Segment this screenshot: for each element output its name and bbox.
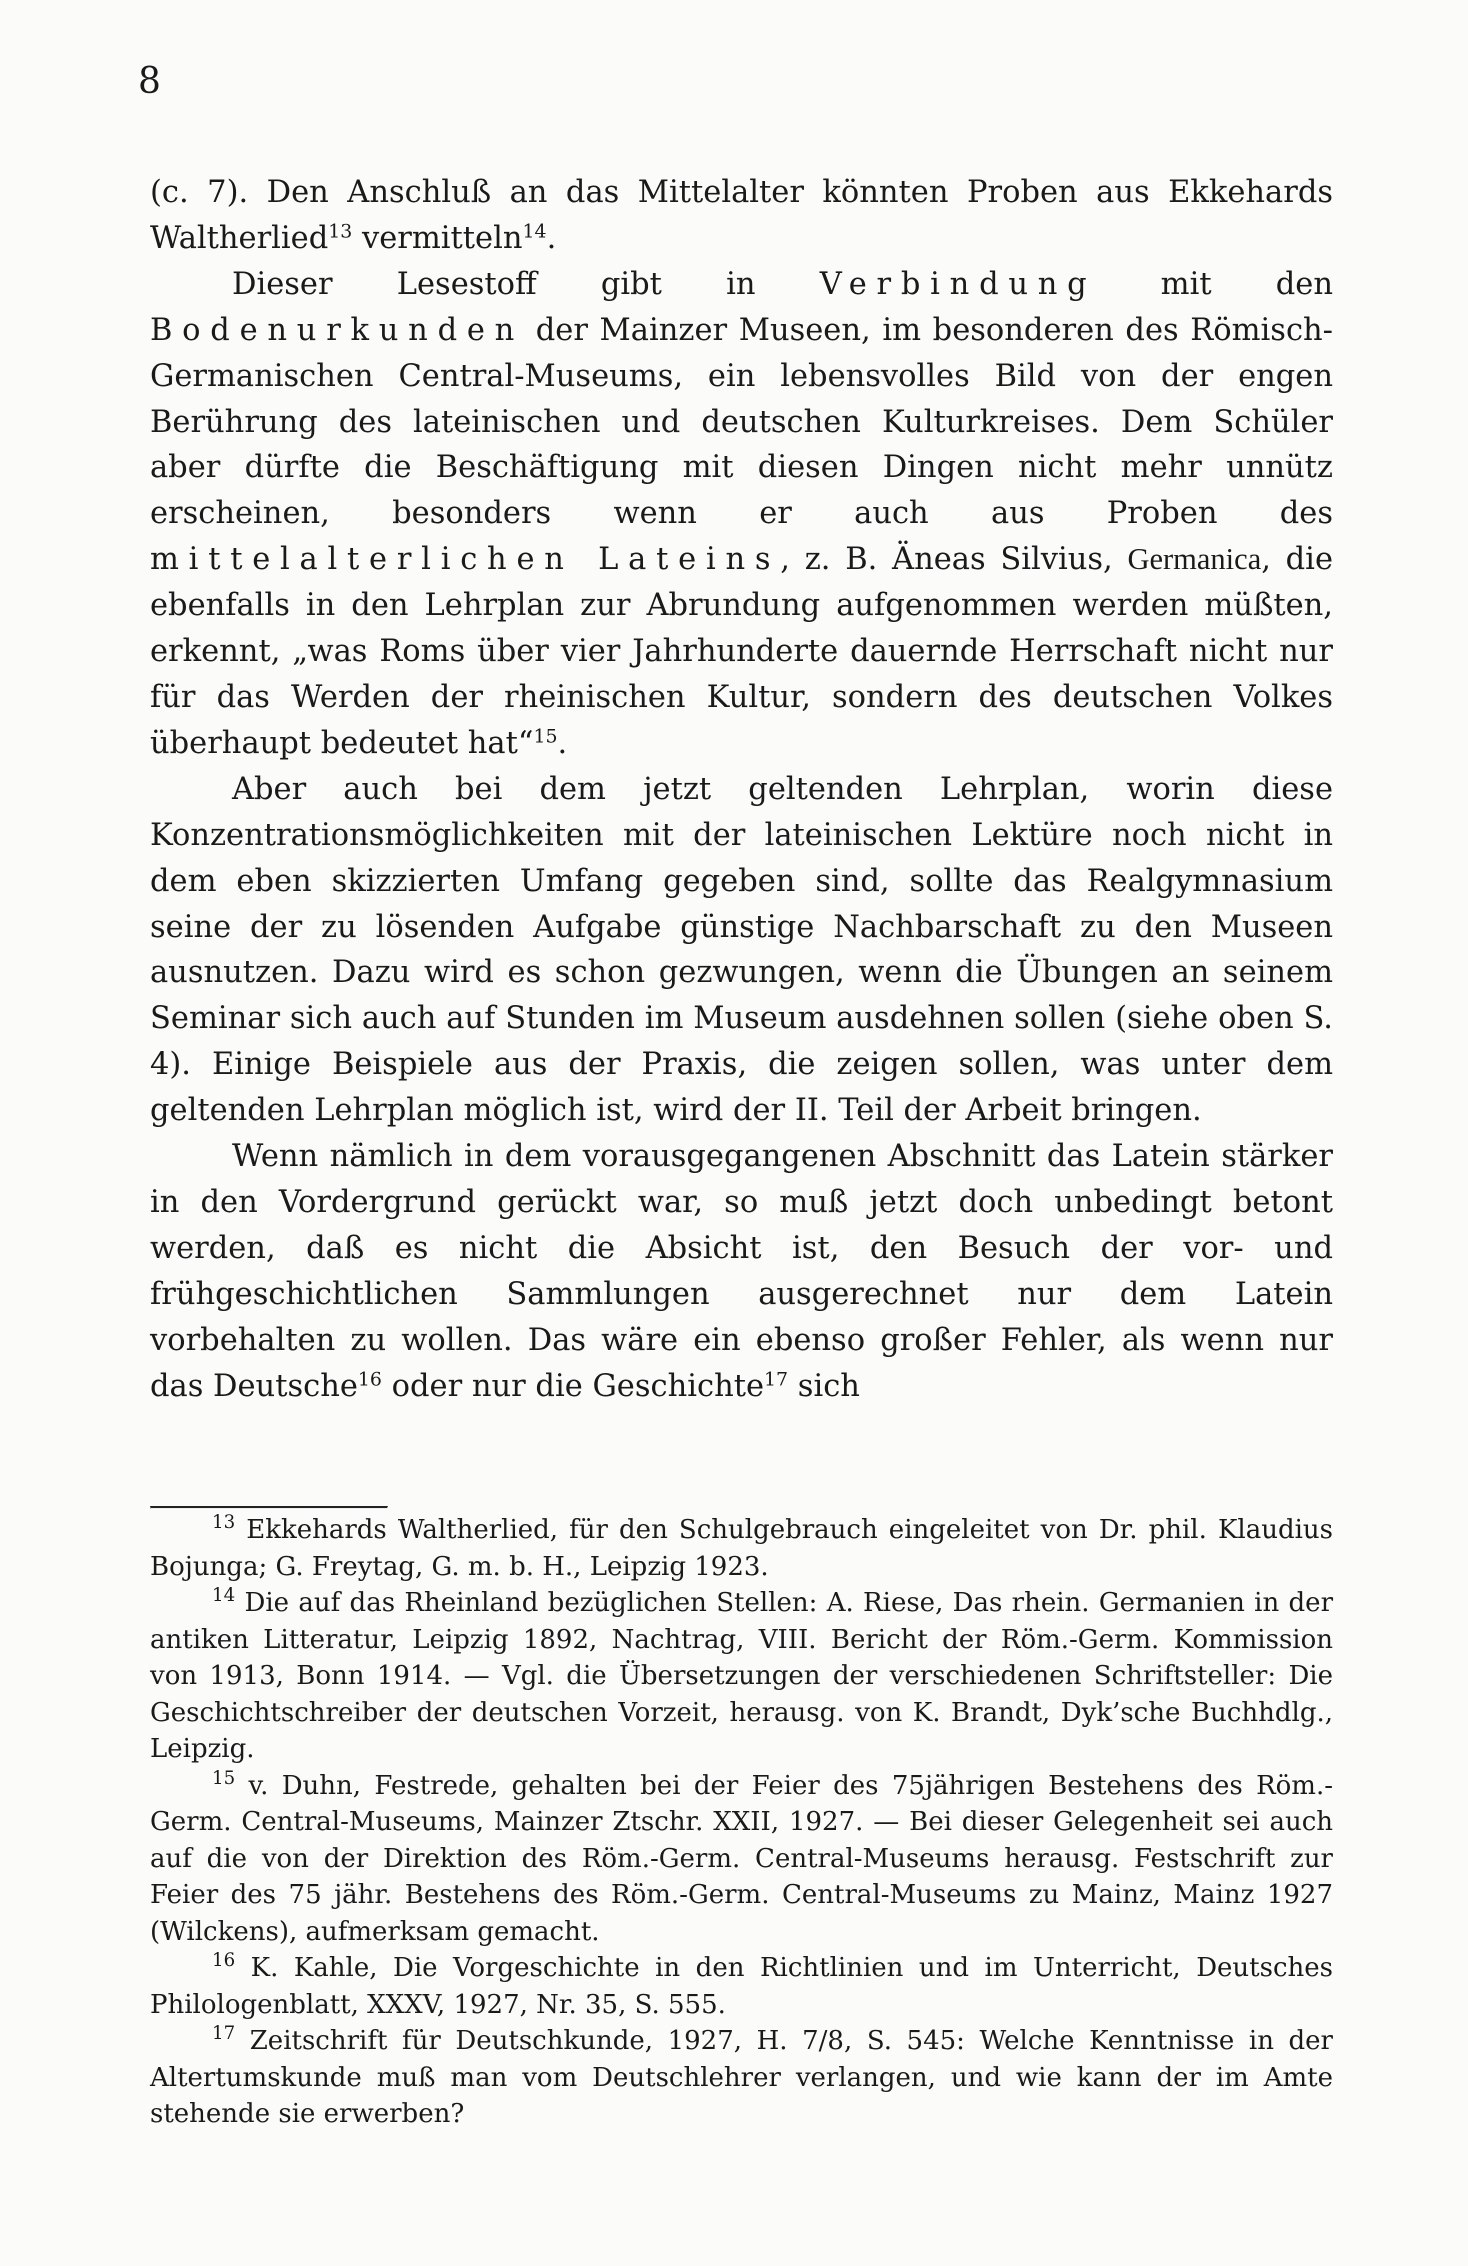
footnotes bbox=[150, 1512, 1333, 2133]
footnote-ref-16: 16 bbox=[357, 1368, 382, 1391]
footnote-text: Zeitschrift für Deutschkunde, 1927, H. 7/8, S. 545: Welche Kenntnisse in der Altertumskunde muß man vom Deutschlehrer verlangen, und wie kann der im Amte stehende sie erwerben? bbox=[150, 2026, 1333, 2129]
footnote-15 bbox=[150, 1768, 1333, 1951]
footnote-text: K. Kahle, Die Vorgeschichte in den Richtlinien und im Unterricht, Deutsches Philologenblatt, XXXV, 1927, Nr. 35, S. 555. bbox=[150, 1953, 1333, 2020]
paragraph-1-text-c: . bbox=[546, 220, 557, 256]
footnote-ref-17: 17 bbox=[764, 1368, 789, 1391]
paragraph-2-text-a: Dieser Lesestoff gibt in bbox=[232, 266, 820, 302]
paragraph-2-text-c: der Mainzer Museen, im besonderen des Römisch-Germanischen Central-Museums, ein lebensvolles Bild von der engen Berührung des lateinischen und deutschen Kulturkreises. Dem Schüler aber dürfte die Beschäftigung mit diesen Dingen nicht mehr unnütz erscheinen, besonders wenn er auch aus Proben des bbox=[150, 312, 1333, 532]
paragraph-2-text-b: mit den bbox=[1096, 266, 1333, 302]
page-number: 8 bbox=[138, 61, 161, 102]
footnote-13 bbox=[150, 1512, 1333, 1585]
paragraph-1-text-a: (c. 7). Den Anschluß an das Mittelalter könnten Proben aus Ekkehards Waltherlied bbox=[150, 175, 1333, 256]
footnote-ref-15: 15 bbox=[533, 725, 558, 748]
paragraph-2-text-e: , die ebenfalls in den Lehrplan zur Abrundung aufgenommen werden müßten, erkennt, „was Roms über vier Jahrhunderte dauernde Herrschaft nicht nur für das Werden der rheinischen Kultur, sondern des deutschen Volkes überhaupt bedeutet hat“ bbox=[150, 542, 1333, 761]
footnote-text: Ekkehards Waltherlied, für den Schulgebrauch eingeleitet von Dr. phil. Klaudius Bojunga; G. Freytag, G. m. b. H., Leipzig 1923. bbox=[150, 1515, 1333, 1582]
footnote-number: 16 bbox=[212, 1950, 236, 1971]
spaced-emphasis-mittelalterlichen-lateins: mittelalterlichen Lateins bbox=[150, 542, 781, 578]
footnote-number: 14 bbox=[212, 1585, 236, 1606]
paragraph-4-text-c: sich bbox=[788, 1368, 860, 1404]
spaced-emphasis-bodenurkunden: Bodenurkunden bbox=[150, 312, 525, 348]
footnote-14 bbox=[150, 1585, 1333, 1768]
footnote-number: 13 bbox=[212, 1512, 236, 1533]
footnote-17 bbox=[150, 2023, 1333, 2133]
paragraph-3: Aber auch bei dem jetzt geltenden Lehrplan, worin diese Konzentrationsmöglichkeiten mit der lateinischen Lektüre noch nicht in dem eben skizzierten Umfang gegeben sind, sollte das Realgymnasium seine der zu lösenden Aufgabe günstige Nachbarschaft zu den Museen ausnutzen. Dazu wird es schon gezwungen, wenn die Übungen an seinem Seminar sich auch auf Stunden im Museum ausdehnen sollen (siehe oben S. 4). Einige Beispiele aus der Praxis, die zeigen sollen, was unter dem geltenden Lehrplan möglich ist, wird der II. Teil der Arbeit bringen. bbox=[150, 771, 1333, 1129]
footnote-divider bbox=[150, 1506, 388, 1509]
spaced-emphasis-verbindung: Verbindung bbox=[819, 266, 1097, 302]
paragraph-4 bbox=[150, 1134, 1333, 1409]
paragraph-1 bbox=[150, 170, 1333, 262]
paragraph-4-text-a: Wenn nämlich in dem vorausgegangenen Abschnitt das Latein stärker in den Vordergrund gerückt war, so muß jetzt doch unbedingt betont werden, daß es nicht die Absicht ist, den Besuch der vor- und frühgeschichtlichen Sammlungen ausgerechnet nur dem Latein vorbehalten zu wollen. Das wäre ein ebenso großer Fehler, als wenn nur das Deutsche bbox=[150, 1139, 1333, 1404]
footnote-ref-14: 14 bbox=[522, 220, 547, 243]
paragraph-4-text-b: oder nur die Geschichte bbox=[381, 1368, 765, 1404]
paragraph-1-text-b: vermitteln bbox=[352, 220, 523, 256]
paragraph-2 bbox=[150, 262, 1333, 767]
main-text bbox=[150, 170, 1333, 1409]
footnote-text: Die auf das Rheinland bezüglichen Stellen: A. Riese, Das rhein. Germanien in der antiken Litteratur, Leipzig 1892, Nachtrag, VIII. Bericht der Röm.-Germ. Kommission von 1913, Bonn 1914. — Vgl. die Übersetzungen der verschiedenen Schriftsteller: Die Geschichtschreiber der deutschen Vorzeit, herausg. von K. Brandt, Dyk’sche Buchhdlg., Leipzig. bbox=[150, 1588, 1333, 1764]
latin-title-germanica: Germanica bbox=[1127, 542, 1262, 577]
footnote-number: 15 bbox=[212, 1767, 236, 1789]
footnote-ref-13: 13 bbox=[328, 220, 353, 243]
paragraph-2-text-f: . bbox=[557, 725, 568, 761]
footnote-number: 17 bbox=[212, 2023, 236, 2044]
footnote-text: v. Duhn, Festrede, gehalten bei der Feier des 75jährigen Bestehens des Röm.-Germ. Central-Museums, Mainzer Ztschr. XXII, 1927. — Bei dieser Gelegenheit sei auch auf die von der Direktion des Röm.-Germ. Central-Museums herausg. Festschrift zur Feier des 75 jähr. Bestehens des Röm.-Germ. Central-Museums zu Mainz, Mainz 1927 (Wilckens), aufmerksam gemacht. bbox=[150, 1770, 1333, 1947]
paragraph-2-text-d: , z. B. Äneas Silvius, bbox=[780, 542, 1128, 578]
footnote-16 bbox=[150, 1950, 1333, 2023]
